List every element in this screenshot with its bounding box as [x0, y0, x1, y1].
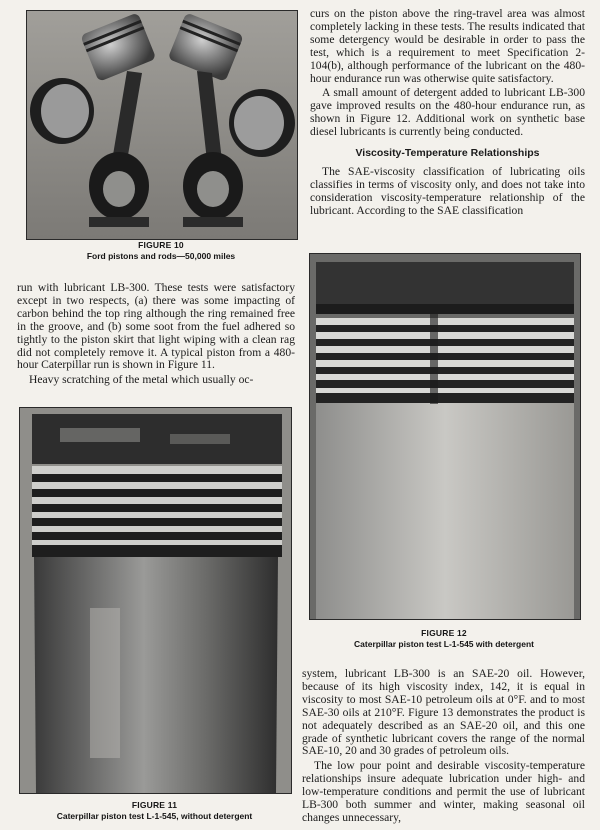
- figure-label: FIGURE 10: [138, 240, 184, 250]
- figure-caption-text: Ford pistons and rods—50,000 miles: [86, 251, 236, 261]
- figure-label: FIGURE 12: [421, 628, 467, 638]
- figure-caption-text: Caterpillar piston test L-1-545 with detergent: [354, 639, 534, 649]
- figure-11-photo: [19, 407, 292, 794]
- figure-10-caption: [26, 240, 296, 262]
- paragraph: Heavy scratching of the metal which usually oc-: [29, 373, 254, 387]
- figure-11-caption: [19, 800, 290, 822]
- paragraph: curs on the piston above the ring-travel area was almost completely lacking in these tests. The results indicated that some detergency would be desirable in order to pass the test, which is a requirement to meet Specification 2-104(b), although performance of the lubricant on the 480-hour endurance run was otherwise quite satisfactory.: [310, 7, 585, 85]
- paragraph: The SAE-viscosity classification of lubricating oils classifies in terms of viscosity only, and does not take into consideration viscosity-temperature relationship of the lubricant. According to the SAE classification: [310, 164, 585, 217]
- paragraph: run with lubricant LB-300. These tests were satisfactory except in two respects, (a) there was some impacting of carbon behind the top ring although the ring remained free in the groove, and (b) some soot from the fuel adhered so tightly to the piston skirt that light wiping with a clean rag did not completely remove it. A typical piston from a 480-hour Caterpillar run is shown in Figure 11.: [17, 281, 295, 372]
- figure-12-caption: [309, 628, 579, 650]
- figure-10-photo: [26, 10, 298, 240]
- figure-label: FIGURE 11: [131, 800, 178, 810]
- text-column-top-right: [310, 8, 585, 218]
- paragraph: A small amount of detergent added to lubricant LB-300 gave improved results on the 480-hour endurance run, as shown in Figure 12. Additional work on synthetic base diesel lubricants is currently being conducted.: [310, 86, 585, 139]
- figure-12-photo: [309, 253, 581, 620]
- text-column-mid-left: [17, 282, 295, 387]
- paragraph: system, lubricant LB-300 is an SAE-20 oil. However, because of its high viscosity index, 142, it is equal in viscosity to most SAE-10 petroleum oils at 0°F. and to most SAE-30 oils at 210°F. Figure 13 demonstrates the product is not adequately described as an SAE-20 oil, and this one grade of synthetic lubricant covers the range of the normal SAE-10, 20 and 30 grades of petroleum oils.: [302, 667, 585, 758]
- section-heading: Viscosity-Temperature Relationships: [355, 147, 540, 160]
- text-column-bottom-right: [302, 668, 585, 825]
- paragraph: The low pour point and desirable viscosity-temperature relationships insure adequate lubrication under high- and low-temperature conditions and permit the use of lubricant LB-300 both summer and winter, making seasonal oil changes unnecessary,: [302, 759, 585, 824]
- figure-caption-text: Caterpillar piston test L-1-545, without detergent: [56, 811, 253, 821]
